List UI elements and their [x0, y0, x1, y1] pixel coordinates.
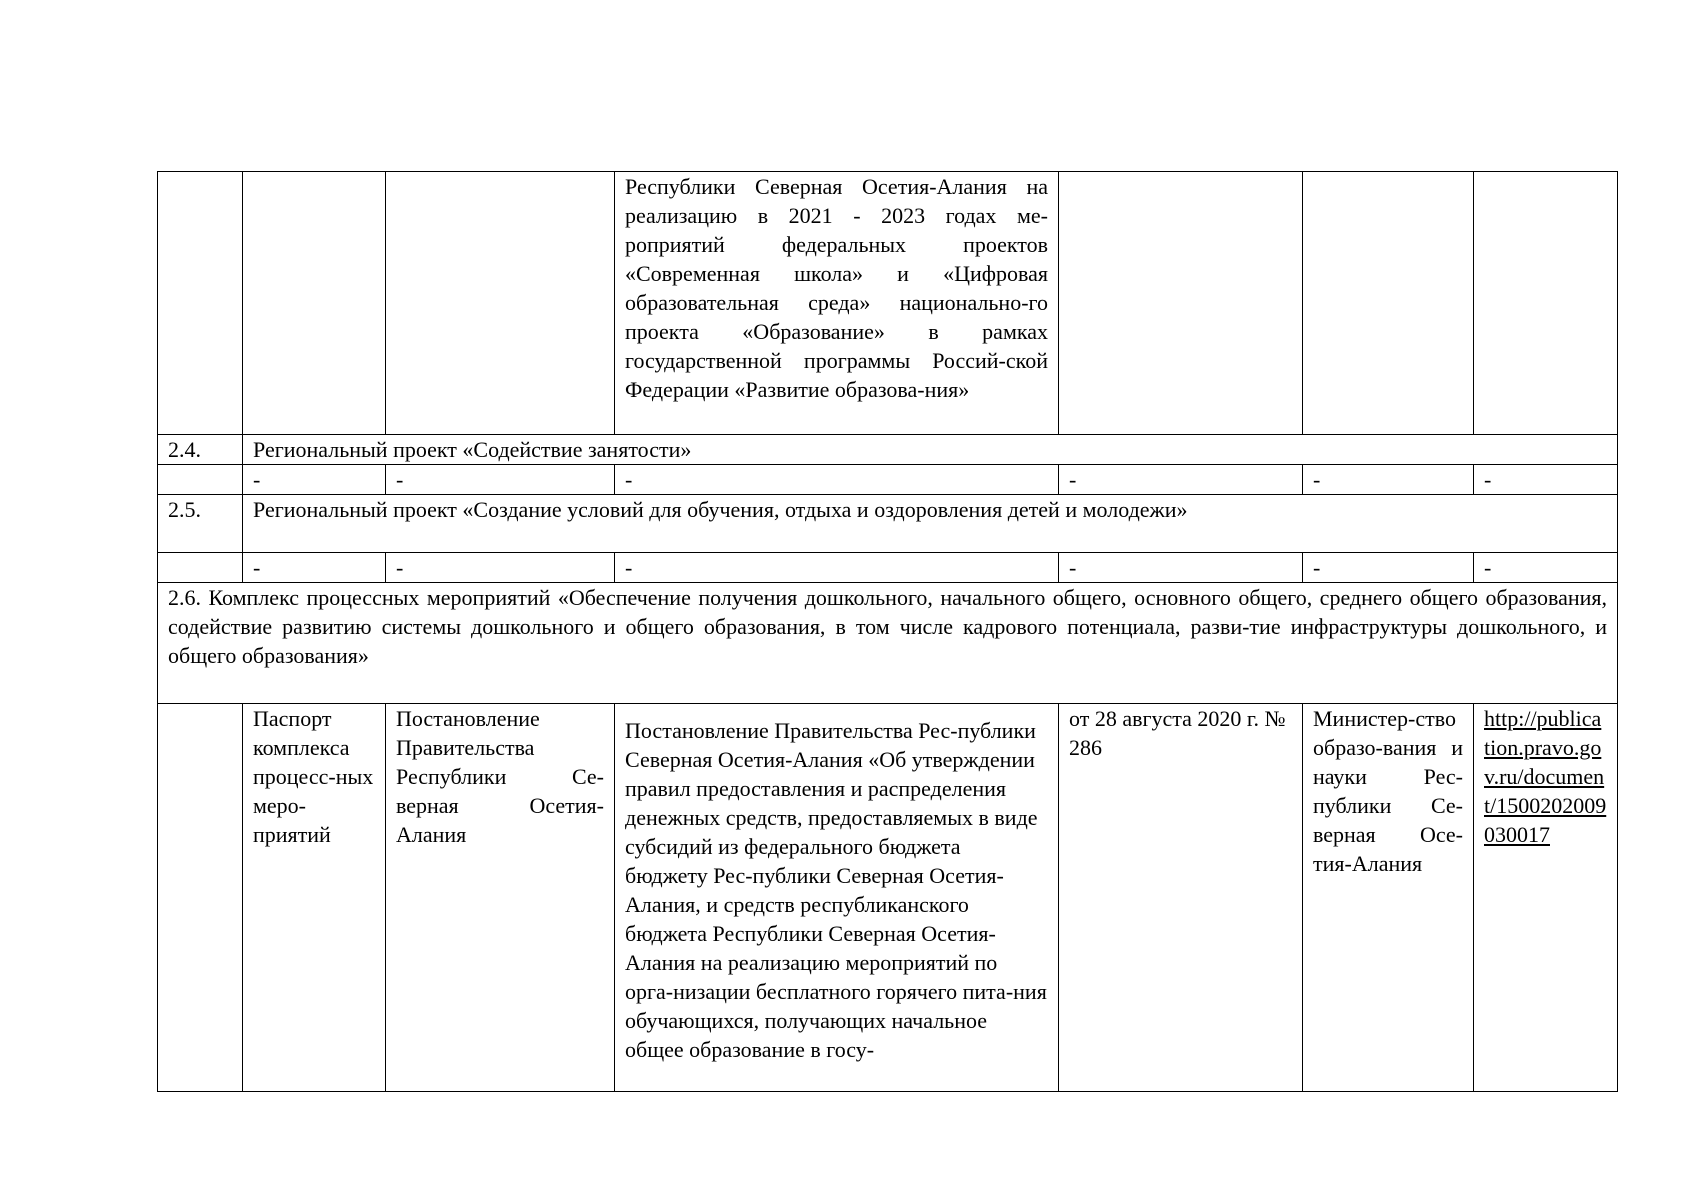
cell-dash: -	[1303, 553, 1474, 583]
row-title: Региональный проект «Создание условий для обучения, отдыха и оздоровления детей и молодежи»	[243, 495, 1618, 553]
cell-empty	[158, 465, 243, 495]
cell-dash: -	[615, 553, 1059, 583]
cell-number	[158, 704, 243, 1092]
cell-dash: -	[386, 553, 615, 583]
cell-dash: -	[1303, 465, 1474, 495]
table-row	[158, 553, 1618, 583]
cell-act-title: Республики Северная Осетия-Алания на реализацию в 2021 - 2023 годах ме-роприятий федеральных проектов «Современная школа» и «Цифровая образовательная среда» национально-го проекта «Образование» в рамках государственной программы Россий-ской Федерации «Развитие образова-ния»	[615, 172, 1059, 435]
cell-dash: -	[386, 465, 615, 495]
row-number: 2.4.	[158, 435, 243, 465]
document-table	[157, 171, 1618, 1092]
cell-act-title: Постановление Правительства Рес-публики Северная Осетия-Алания «Об утверждении правил предоставления и распределения денежных средств, предоставляемых в виде субсидий из федерального бюджета бюджету Рес-публики Северная Осетия-Алания, и средств республиканского бюджета Республики Северная Осетия-Алания на реализацию мероприятий по орга-низации бесплатного горячего пита-ния обучающихся, получающих начальное общее образование в госу-	[615, 704, 1059, 1092]
cell-link	[1474, 172, 1618, 435]
cell-dash: -	[1059, 465, 1303, 495]
cell-dash: -	[243, 553, 386, 583]
row-number: 2.5.	[158, 495, 243, 553]
cell-date: от 28 августа 2020 г. № 286	[1059, 704, 1303, 1092]
table-row	[158, 435, 1618, 465]
table-row	[158, 172, 1618, 435]
section-row	[158, 583, 1618, 704]
publication-link[interactable]: http://publication.pravo.gov.ru/document/1500202009030017	[1484, 706, 1607, 847]
cell-ministry: Министер-ство образо-вания и науки Рес-публики Се-верная Осе-тия-Алания	[1303, 704, 1474, 1092]
table-row	[158, 704, 1618, 1092]
cell-dash: -	[1059, 553, 1303, 583]
table-row	[158, 495, 1618, 553]
cell-doc-type: Паспорт комплекса процесс-ных меро-приятий	[243, 704, 386, 1092]
cell-date	[1059, 172, 1303, 435]
cell-dash: -	[1474, 553, 1618, 583]
cell-act-type	[386, 172, 615, 435]
cell-dash: -	[243, 465, 386, 495]
cell-link	[1474, 704, 1618, 1092]
cell-empty	[158, 553, 243, 583]
table-row	[158, 465, 1618, 495]
row-title: Региональный проект «Содействие занятости»	[243, 435, 1618, 465]
cell-dash: -	[615, 465, 1059, 495]
cell-act-type: Постановление Правительства Республики Се-верная Осетия-Алания	[386, 704, 615, 1092]
cell-doc-type	[243, 172, 386, 435]
cell-number	[158, 172, 243, 435]
cell-ministry	[1303, 172, 1474, 435]
section-title: 2.6. Комплекс процессных мероприятий «Обеспечение получения дошкольного, начального общего, основного общего, среднего общего образования, содействие развитию системы дошкольного и общего образования, в том числе кадрового потенциала, разви-тие инфраструктуры дошкольного, и общего образования»	[158, 583, 1618, 704]
cell-dash: -	[1474, 465, 1618, 495]
